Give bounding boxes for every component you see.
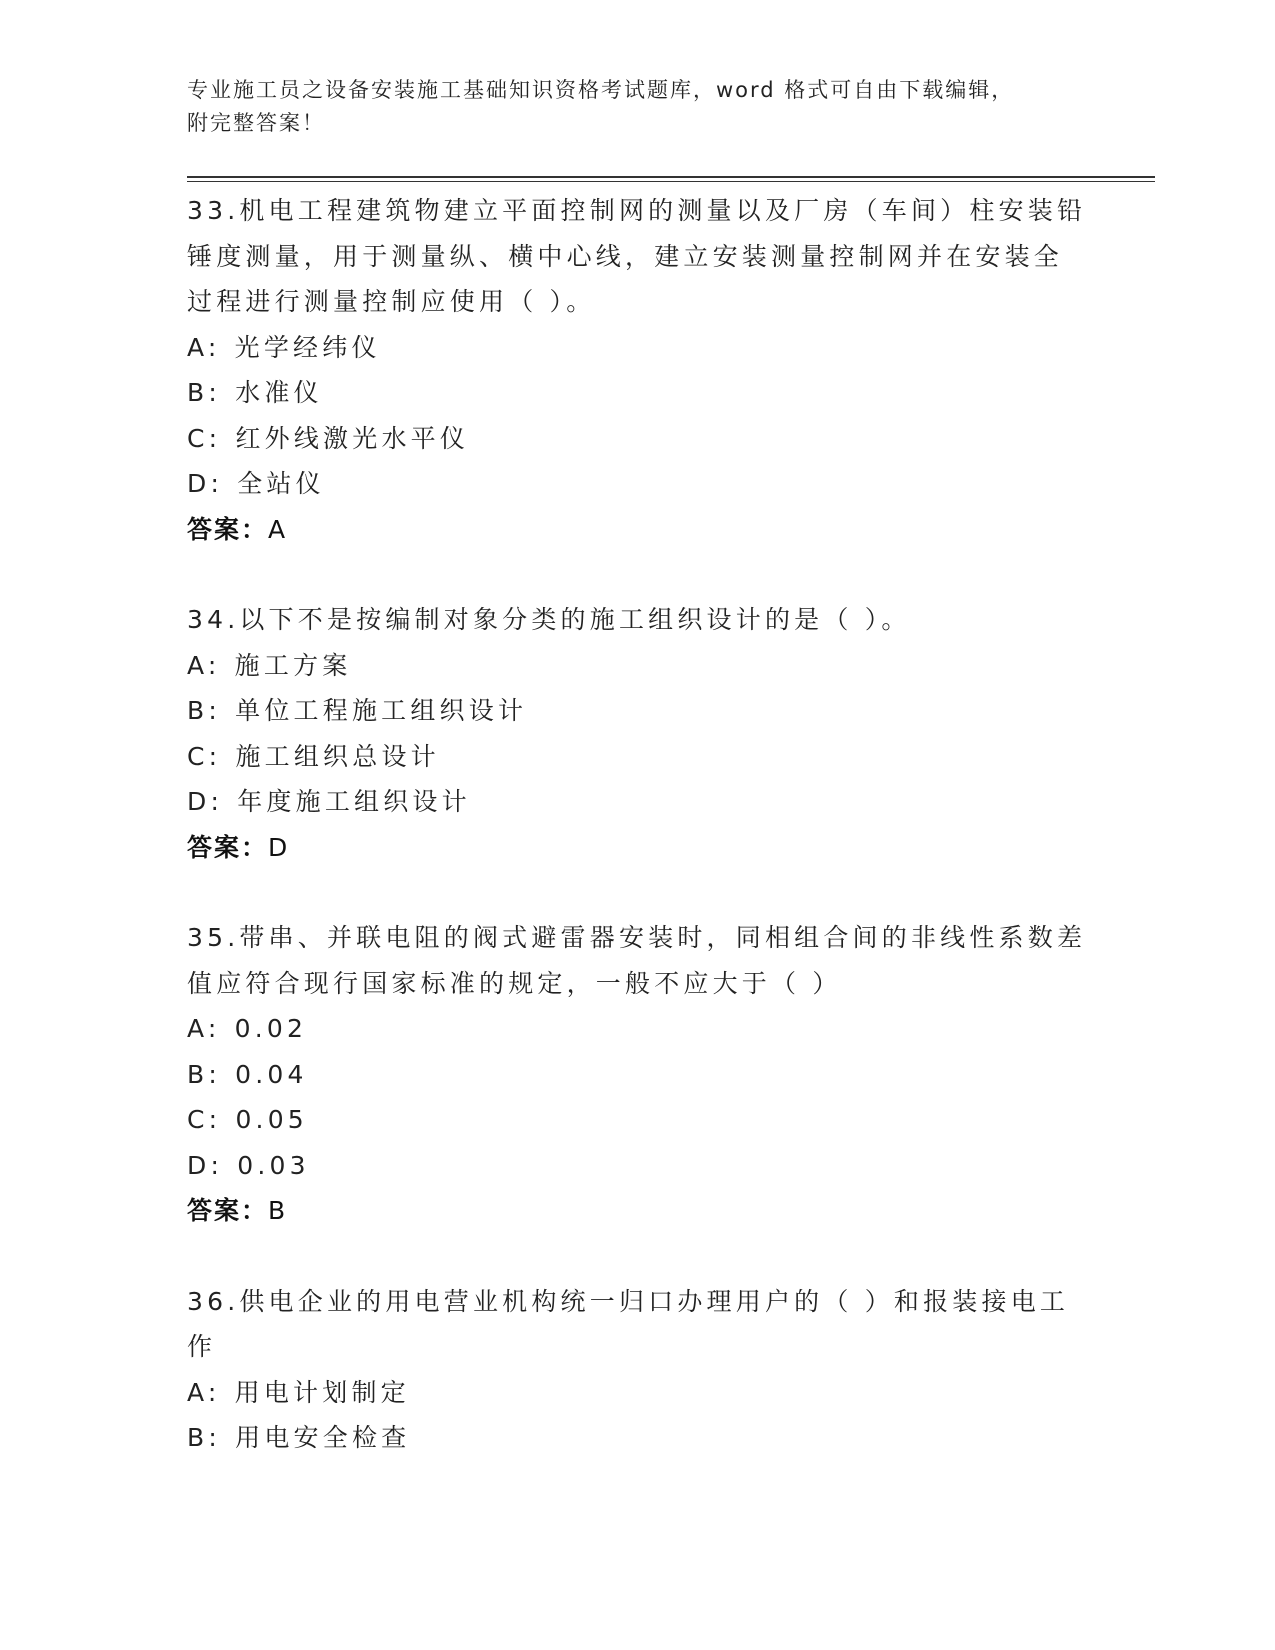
question-35 [187,915,1087,1234]
question-text [187,597,1087,643]
option-key: B: [187,378,221,407]
answer-label: 答案： [187,514,269,544]
option-value: 0.02 [234,1014,308,1043]
answer-line [187,825,1087,871]
question-list [187,188,1087,1461]
option-key: D: [187,1150,224,1180]
question-text-line: 过程进行测量控制应使用（ ）。 [187,287,596,316]
answer-value: A [268,514,288,544]
answer-line [187,507,1087,553]
option-value: 单位工程施工组织设计 [235,696,528,725]
option-value: 用电计划制定 [234,1377,410,1407]
option-b [187,1052,1087,1098]
option-value: 全站仪 [237,469,325,498]
answer-label: 答案： [187,832,269,862]
option-key: B: [187,1423,221,1452]
answer-value: B [268,1196,288,1225]
question-text [187,1279,1087,1370]
question-34 [187,597,1087,870]
option-key: A: [187,650,221,680]
header-line-2: 附完整答案！ [187,111,325,135]
option-a [187,325,1087,371]
option-c [187,734,1087,780]
option-a [187,1370,1087,1416]
option-value: 0.05 [235,1105,308,1134]
option-a [187,1006,1087,1052]
question-text-line: 34.以下不是按编制对象分类的施工组织设计的是（ ）。 [187,605,911,634]
option-key: B: [187,1059,221,1089]
question-text [187,915,1087,1006]
option-d [187,779,1087,825]
question-text-line: 值应符合现行国家标准的规定，一般不应大于（ ） [187,968,842,998]
option-key: A: [187,1014,221,1043]
option-b [187,688,1087,734]
question-text-line: 33.机电工程建筑物建立平面控制网的测量以及厂房（车间）柱安装铅 [187,196,1087,225]
question-spacer [187,552,1087,597]
option-key: D: [187,787,224,816]
option-value: 用电安全检查 [235,1423,411,1452]
question-spacer [187,870,1087,915]
option-value: 施工方案 [234,650,352,680]
option-b [187,370,1087,416]
option-key: C: [187,423,222,453]
option-value: 水准仪 [235,378,323,407]
option-key: A: [187,332,221,362]
option-key: B: [187,696,221,725]
question-spacer [187,1234,1087,1279]
document-header [187,74,1087,140]
option-key: A: [187,1377,221,1407]
option-value: 0.04 [235,1059,308,1089]
option-c [187,1097,1087,1143]
option-value: 年度施工组织设计 [237,787,471,816]
option-b [187,1415,1087,1461]
answer-label: 答案： [187,1196,269,1225]
question-text [187,188,1087,325]
option-c [187,416,1087,462]
header-divider [187,176,1155,182]
question-text-line: 35.带串、并联电阻的阀式避雷器安装时，同相组合间的非线性系数差 [187,923,1087,952]
question-text-line: 36.供电企业的用电营业机构统一归口办理用户的（ ）和报装接电工 [187,1286,1070,1316]
option-key: C: [187,1105,222,1134]
option-key: D: [187,469,224,498]
option-key: C: [187,741,222,771]
answer-line [187,1188,1087,1234]
option-value: 红外线激光水平仪 [235,423,470,453]
option-value: 光学经纬仪 [234,332,381,362]
option-d [187,461,1087,507]
option-d [187,1143,1087,1189]
option-a [187,643,1087,689]
question-text-line: 锤度测量，用于测量纵、横中心线，建立安装测量控制网并在安装全 [187,241,1064,271]
answer-value: D [268,832,290,862]
question-33 [187,188,1087,552]
option-value: 施工组织总设计 [235,741,440,771]
option-value: 0.03 [237,1150,310,1180]
question-text-line: 作 [187,1332,217,1361]
question-36 [187,1279,1087,1461]
header-line-1: 专业施工员之设备安装施工基础知识资格考试题库，word 格式可自由下载编辑， [187,78,1015,102]
